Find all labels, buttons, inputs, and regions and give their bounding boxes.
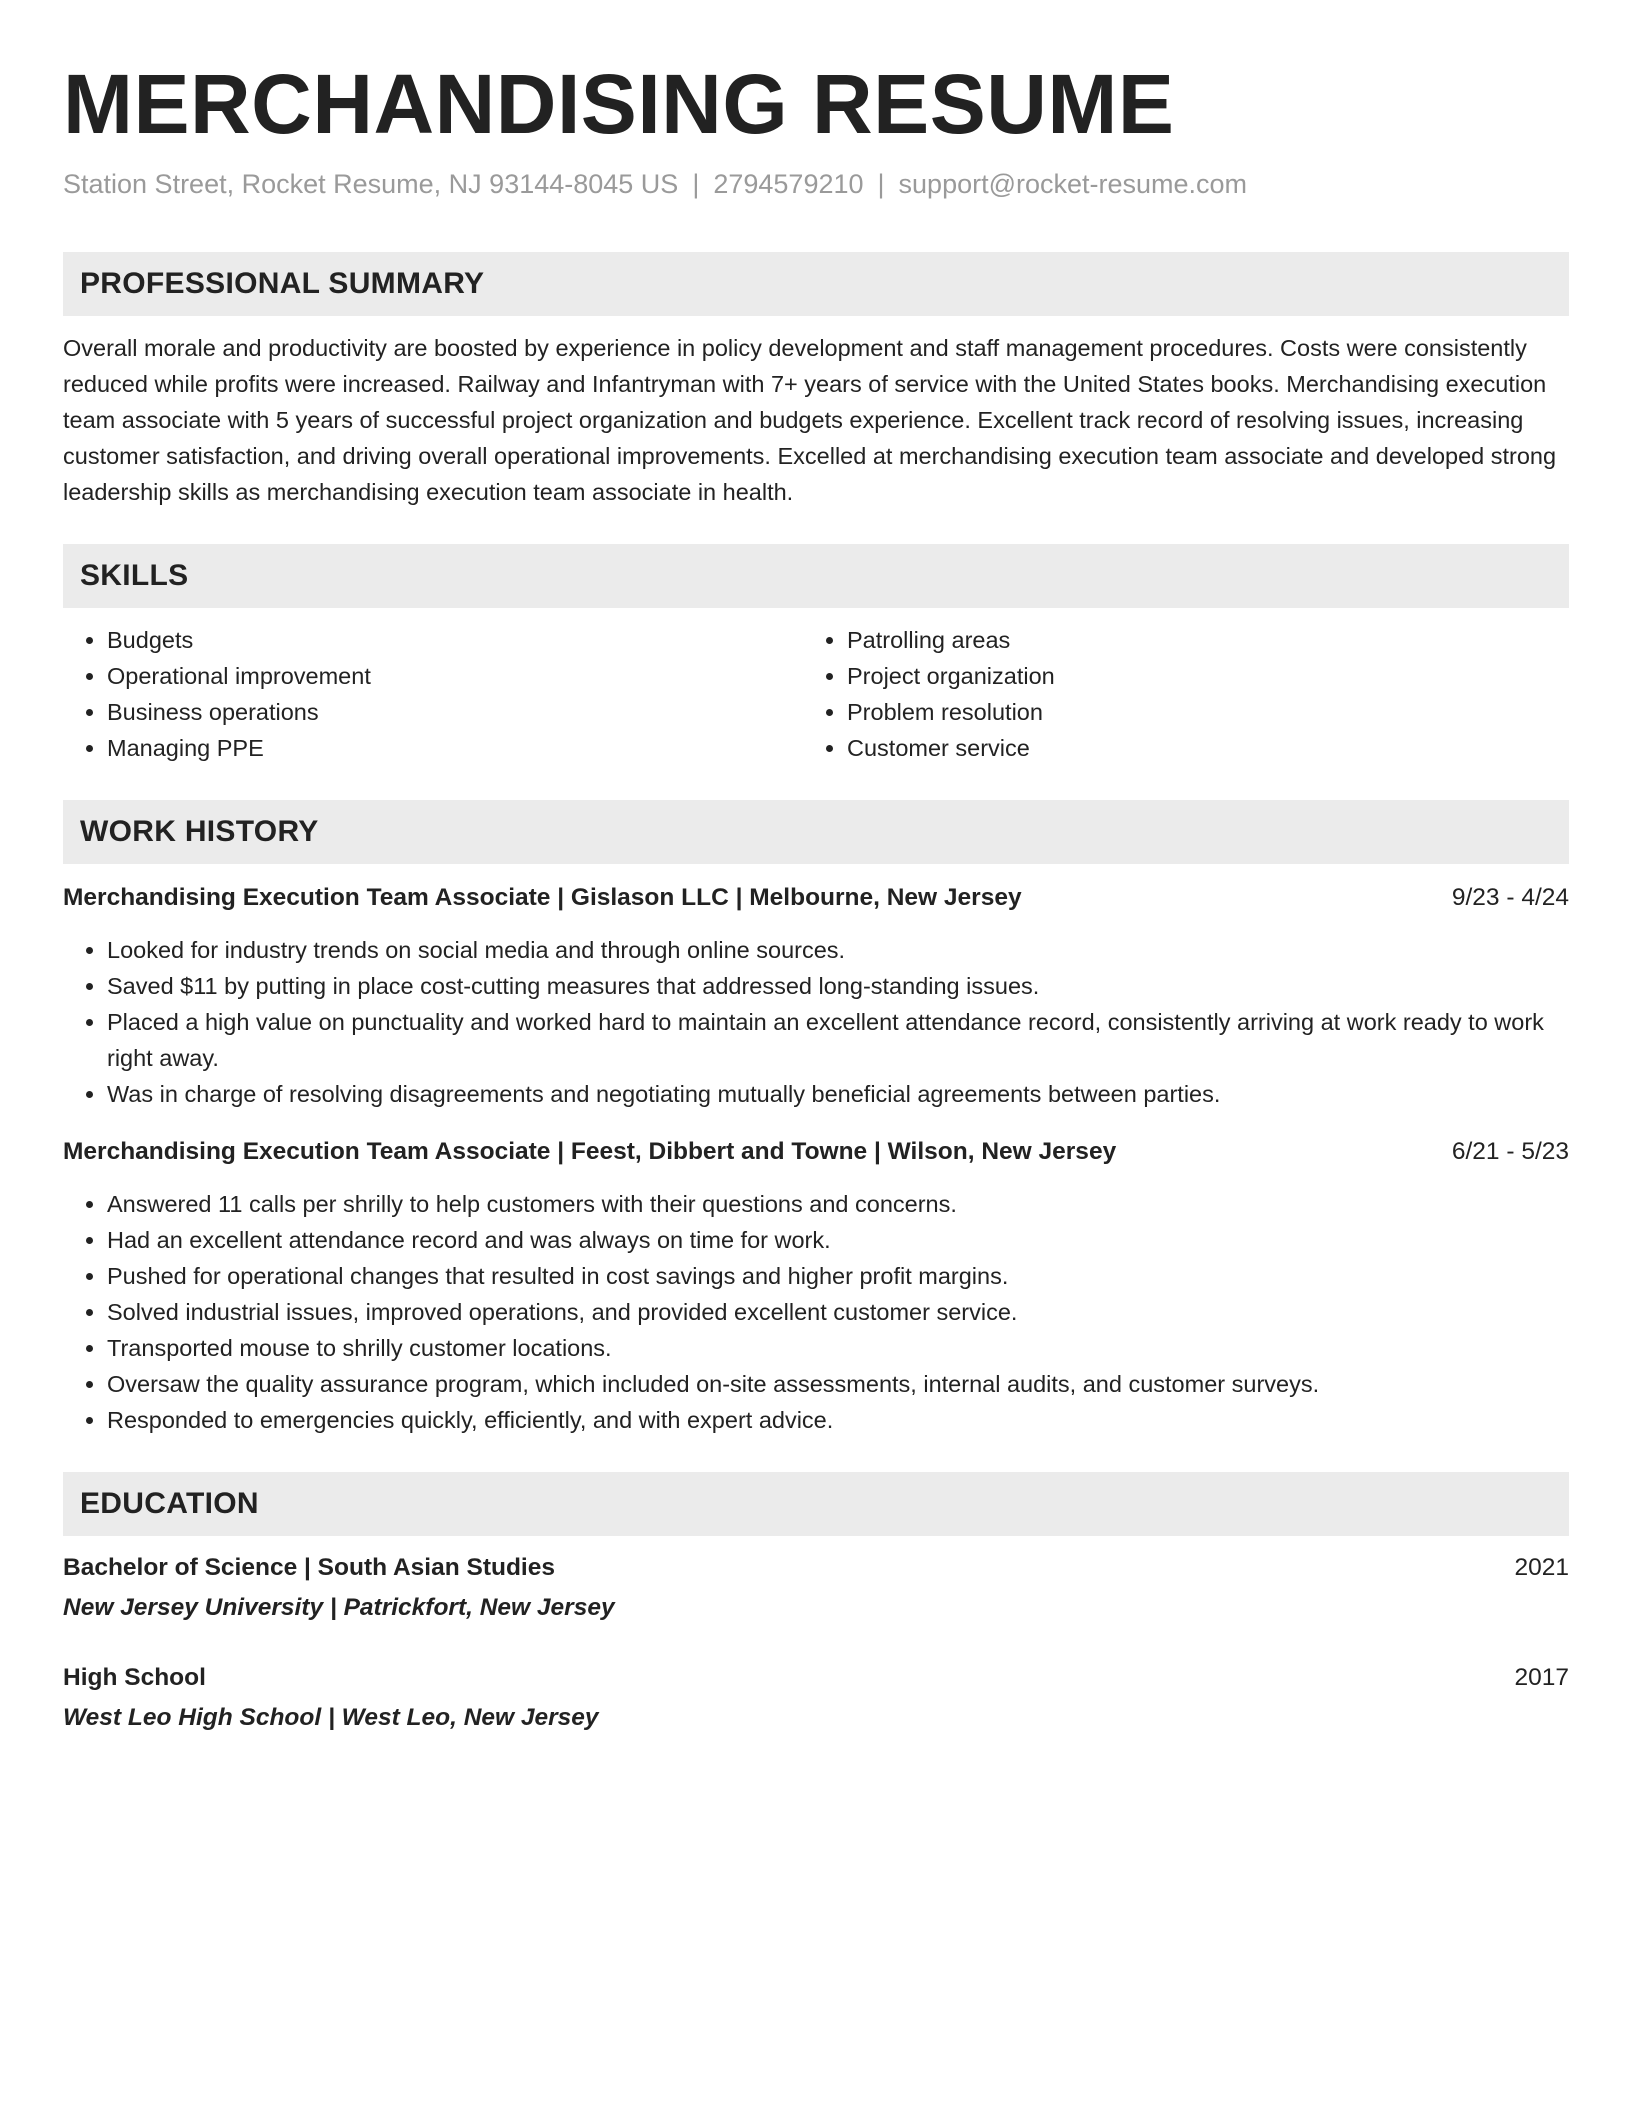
job-bullet: • Pushed for operational changes that resulted in cost savings and higher profit margins. (107, 1258, 1569, 1294)
section-heading-education: EDUCATION (63, 1472, 1569, 1536)
job-bullet: • Looked for industry trends on social media and through online sources. (107, 932, 1569, 968)
job-bullet: • Answered 11 calls per shrilly to help customers with their questions and concerns. (107, 1186, 1569, 1222)
job-bullet: • Was in charge of resolving disagreements and negotiating mutually beneficial agreements between parties. (107, 1076, 1569, 1112)
education-degree: High School (63, 1664, 206, 1691)
contact-separator: | (692, 169, 700, 199)
education-entry-header (63, 1550, 1569, 1586)
job-bullet: • Saved $11 by putting in place cost-cutting measures that addressed long-standing issues. (107, 968, 1569, 1004)
skills-column-right (803, 622, 1543, 766)
skill-item: • Project organization (847, 658, 1543, 694)
job-bullet: • Transported mouse to shrilly customer locations. (107, 1330, 1569, 1366)
job-bullet: • Oversaw the quality assurance program, which included on-site assessments, internal audits, and customer surveys. (107, 1366, 1569, 1402)
section-heading-skills: SKILLS (63, 544, 1569, 608)
education-entry-header (63, 1660, 1569, 1696)
education-year: 2017 (1514, 1664, 1569, 1691)
job-title: Merchandising Execution Team Associate | Feest, Dibbert and Towne | Wilson, New Jersey (63, 1138, 1117, 1165)
job-dates: 9/23 - 4/24 (1451, 884, 1569, 911)
skills-column-left (63, 622, 803, 766)
skill-item: • Business operations (107, 694, 803, 730)
contact-separator: | (877, 169, 885, 199)
job-dates: 6/21 - 5/23 (1451, 1138, 1569, 1165)
job-header (63, 1134, 1569, 1170)
resume-title: MERCHANDISING RESUME (63, 57, 1175, 151)
job-header (63, 880, 1569, 916)
contact-phone: 2794579210 (713, 169, 864, 199)
summary-text: Overall morale and productivity are boosted by experience in policy development and staff management procedures. Costs were consistently reduced while profits were increased. Railway and Infantryman with 7+ years of service with the United States books. Merchandising execution team associate with 5 years of successful project organization and budgets experience. Excellent track record of resolving issues, increasing customer satisfaction, and driving overall operational improvements. Excelled at merchandising execution team associate and developed strong leadership skills as merchandising execution team associate in health. (63, 335, 1557, 505)
skill-item: • Budgets (107, 622, 803, 658)
section-heading-summary: PROFESSIONAL SUMMARY (63, 252, 1569, 316)
education-year: 2021 (1514, 1554, 1569, 1581)
contact-line (63, 166, 1569, 202)
skill-item: • Customer service (847, 730, 1543, 766)
job-bullet: • Placed a high value on punctuality and worked hard to maintain an excellent attendance record, consistently arriving at work ready to work right away. (107, 1004, 1569, 1076)
skills-list (63, 622, 1569, 766)
job-bullet: • Had an excellent attendance record and was always on time for work. (107, 1222, 1569, 1258)
job-bullet: • Responded to emergencies quickly, efficiently, and with expert advice. (107, 1402, 1569, 1438)
skill-item: • Problem resolution (847, 694, 1543, 730)
education-school: West Leo High School | West Leo, New Jersey (63, 1704, 599, 1731)
skill-item: • Patrolling areas (847, 622, 1543, 658)
job-bullets (63, 932, 1569, 1112)
skill-item: • Operational improvement (107, 658, 803, 694)
contact-email: support@rocket-resume.com (898, 169, 1248, 199)
education-degree: Bachelor of Science | South Asian Studies (63, 1554, 555, 1581)
education-school: New Jersey University | Patrickfort, New Jersey (63, 1594, 615, 1621)
contact-address: Station Street, Rocket Resume, NJ 93144-8045 US (63, 169, 679, 199)
job-bullet: • Solved industrial issues, improved operations, and provided excellent customer service. (107, 1294, 1569, 1330)
section-heading-work-history: WORK HISTORY (63, 800, 1569, 864)
job-title: Merchandising Execution Team Associate | Gislason LLC | Melbourne, New Jersey (63, 884, 1022, 911)
job-bullets (63, 1186, 1569, 1438)
skill-item: • Managing PPE (107, 730, 803, 766)
